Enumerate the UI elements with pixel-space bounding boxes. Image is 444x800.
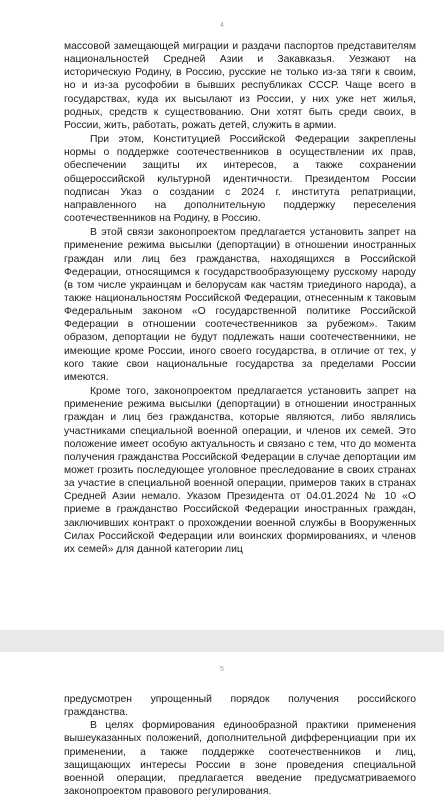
paragraph: В целях формирования единообразной практики применения вышеуказанных положений, дополнительной дифференциации при их применении, а также поддержке соотечественников и лиц, защищающих интересы России в зоне проведения специальной военной операции, предлагается введение предусматриваемого законопроектом правового регулирования. <box>64 720 416 798</box>
paragraph: предусмотрен упрощенный порядок получения российского гражданства. <box>64 694 416 719</box>
paragraph: массовой замещающей миграции и раздачи паспортов представителям национальностей Средней Азии и Закавказья. Уезжают на историческую Родину, в Россию, русские не только из-за тяги к своим, но и из-за русофобии в бывших республиках СССР. Чаще всего в государствах, куда их высылают из России, у них уже нет жилья, родных, средств к существованию. Они хотят быть среди своих, в России, жить, работать, рожать детей, служить в армии. <box>64 41 416 131</box>
page-number: 5 <box>220 666 224 673</box>
paragraph: В этой связи законопроектом предлагается установить запрет на применение режима высылки (депортации) в отношении иностранных граждан или лиц без гражданства, находящихся в Российской Федерации, относящимся к государствообразующему русскому народу (в том числе украинцам и белорусам как частям триединого народа), а также национальностям Российской Федерации, отнесенным к таковым Федеральным законом «О государственной политике Российской Федерации в отношении соотечественников за рубежом». Таким образом, депортации не будут подлежать наши соотечественники, не имеющие кроме России, иного своего государства, в отличие от тех, у кого такие свои национальные государства за пределами России имеются. <box>64 227 416 383</box>
paragraph: Кроме того, законопроектом предлагается установить запрет на применение режима высылки (депортации) в отношении иностранных граждан и лиц без гражданства, которые являются, либо являлись участниками специальной военной операции, и членов их семей. Это положение имеет особую актуальность и связано с тем, что до момента получения гражданства Российской Федерации в случае депортации им может грозить последующее уголовное преследование в своих странах за участие в специальной военной операции, примеров таких в странах Средней Азии немало. Указом Президента от 04.01.2024 № 10 «О приеме в гражданство Российской Федерации иностранных граждан, заключивших контракт о прохождении военной службы в Вооруженных Силах Российской Федерации или воинских формированиях, и членов их семей» для данной категории лиц <box>64 386 416 555</box>
page-body <box>64 40 416 556</box>
page-number: 4 <box>220 22 224 29</box>
page-body <box>64 693 416 798</box>
paragraph: При этом, Конституцией Российской Федерации закреплены нормы о поддержке соотечественников в осуществлении их прав, обеспечении защиты их интересов, а также сохранении общероссийской культурной идентичности. Президентом России подписан Указ о создании с 2024 г. института репатриации, направленного на дополнительную поддержку переселения соотечественников на Родину, в Россию. <box>64 134 416 225</box>
document-page-5 <box>0 652 444 800</box>
